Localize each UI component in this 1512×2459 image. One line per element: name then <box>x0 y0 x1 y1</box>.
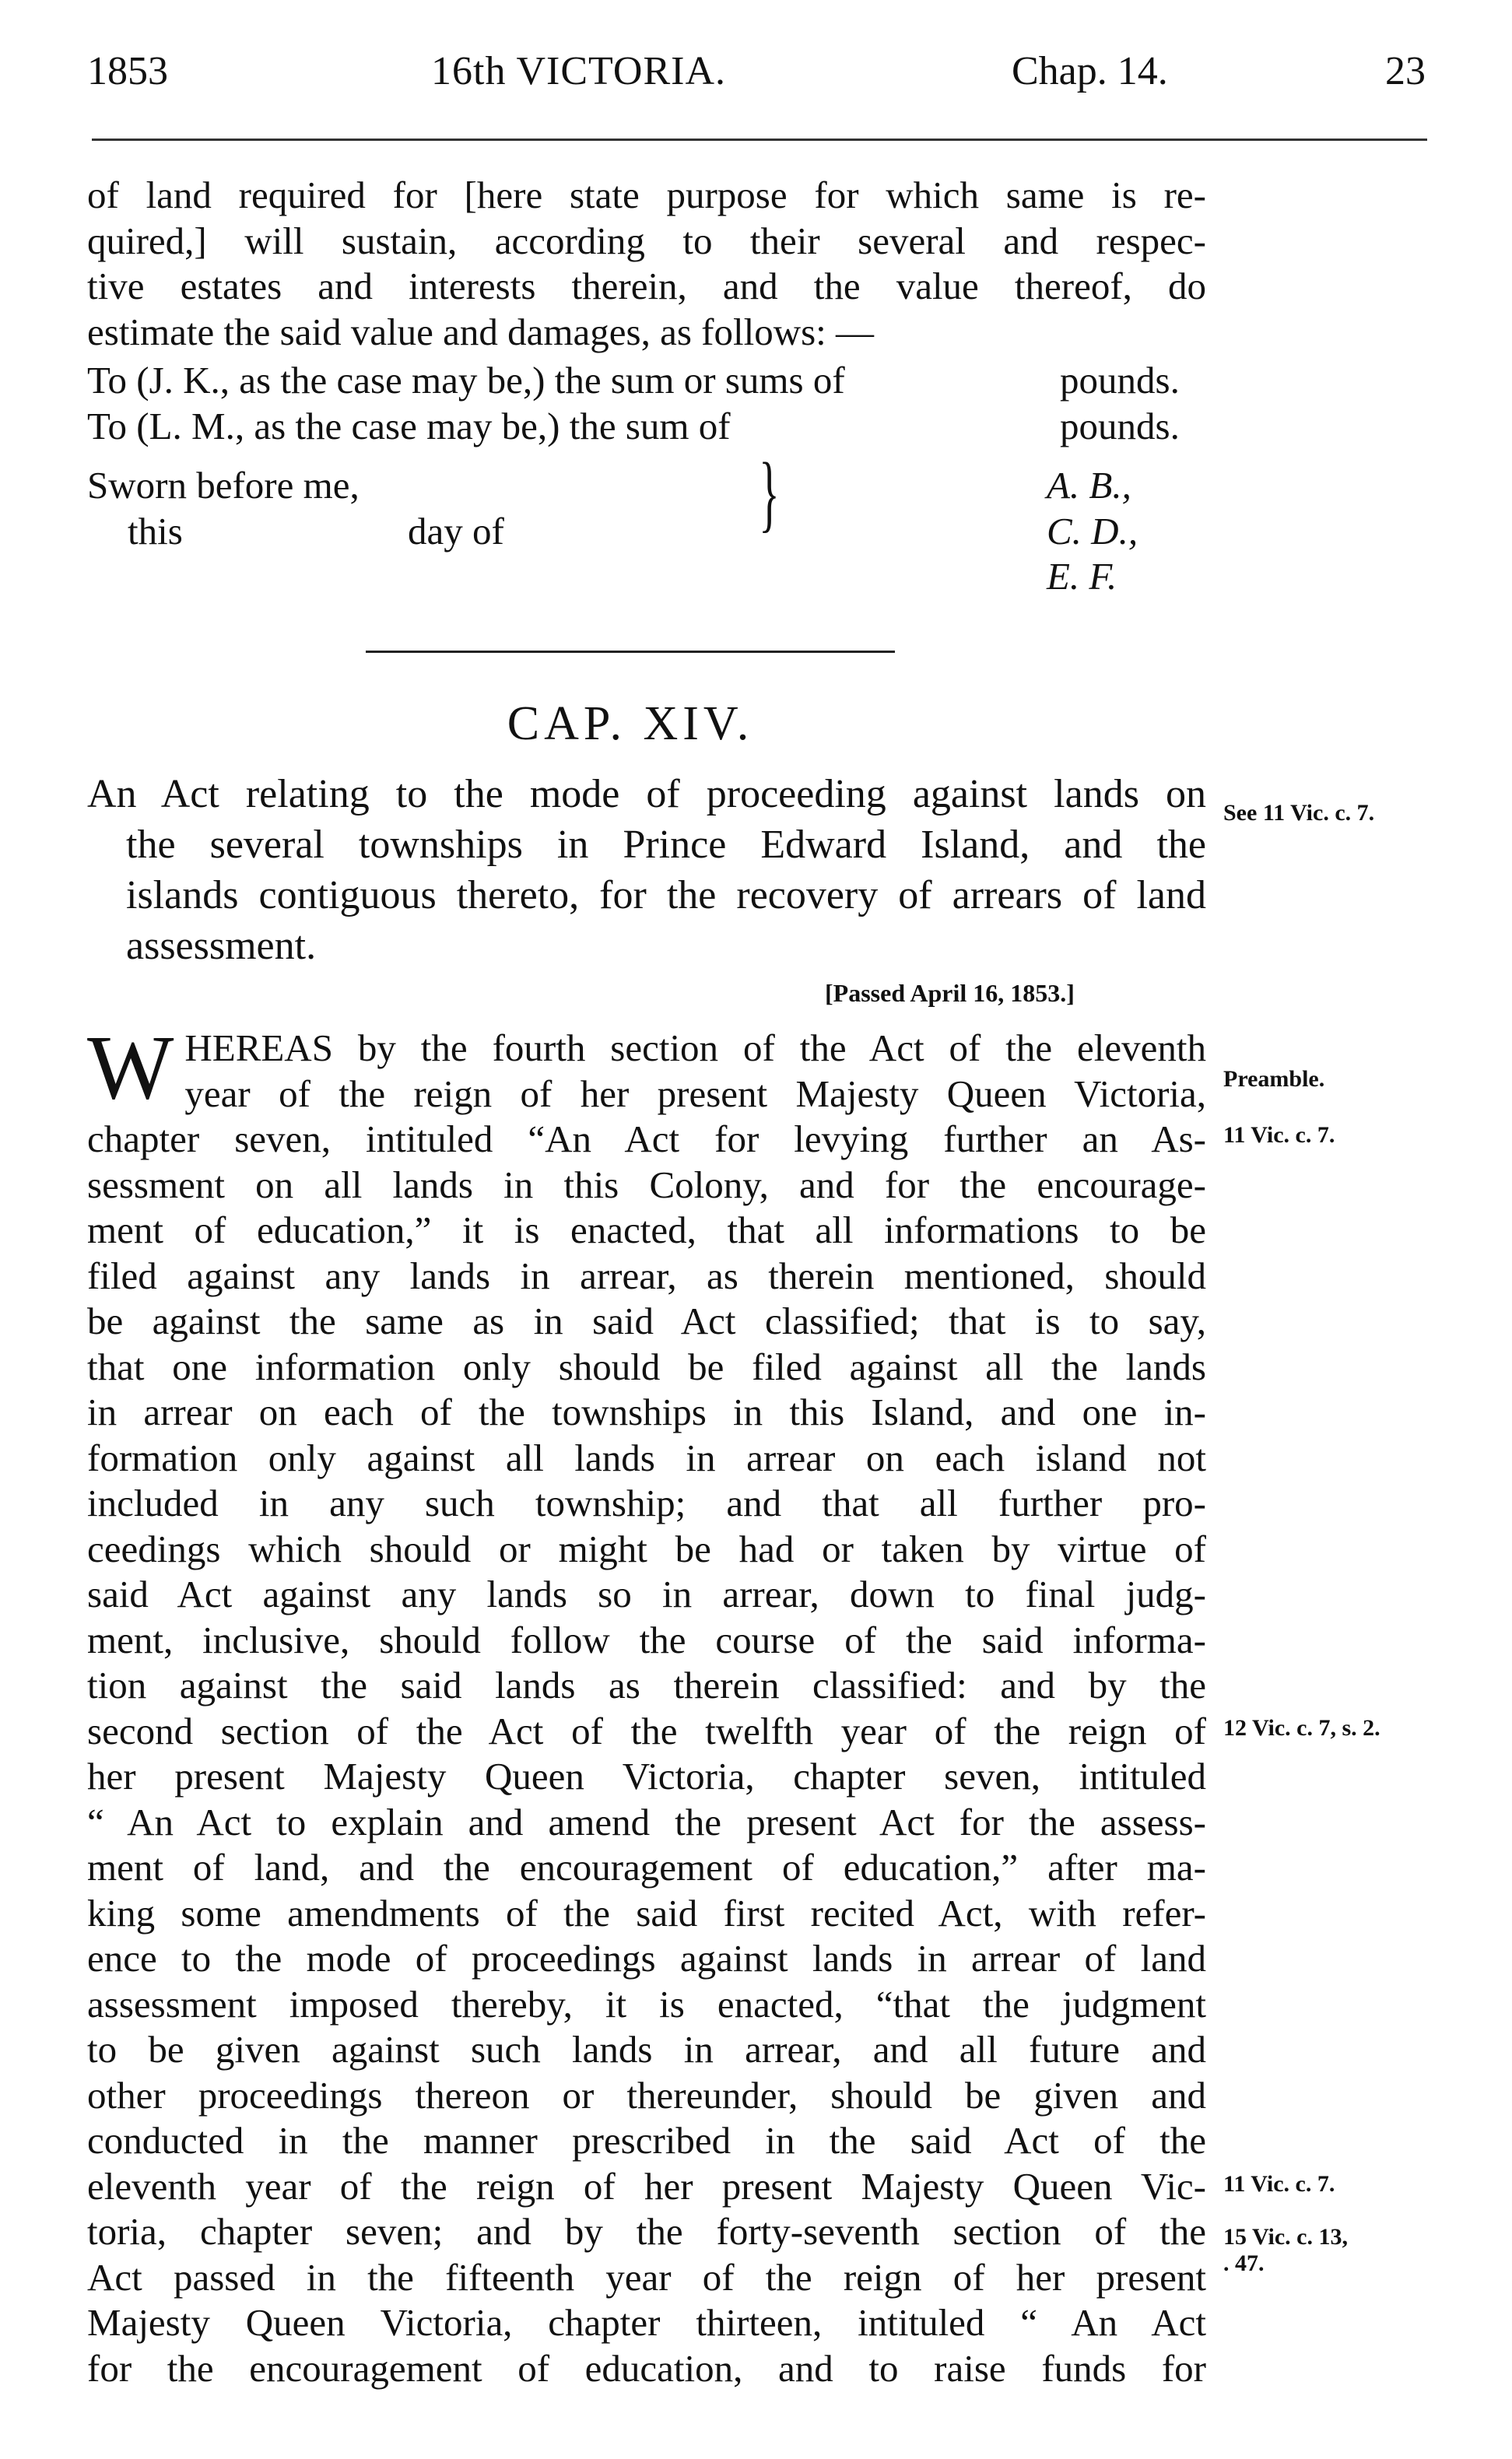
text-line: her present Majesty Queen Victoria, chapter seven, intituled <box>87 1755 1206 1798</box>
page-number: 23 <box>1385 49 1426 93</box>
text-line: ment of land, and the encouragement of education,” after ma- <box>87 1846 1206 1889</box>
signature-cd: C. D., <box>1047 509 1138 552</box>
text-line: assessment imposed thereby, it is enacted, “that the judgment <box>87 1982 1206 2026</box>
text-line: in arrear on each of the townships in this Island, and one in- <box>87 1391 1206 1433</box>
form-row <box>87 554 1223 600</box>
text-line: tion against the said lands as therein classified: and by the <box>87 1664 1206 1707</box>
day-of-label: day of <box>408 509 504 552</box>
header-year: 1853 <box>87 49 168 93</box>
margin-note-11-vic: 11 Vic. c. 7. <box>1223 2171 1335 2197</box>
form-row <box>87 404 1223 450</box>
drop-cap: W <box>87 1016 174 1118</box>
preamble-paragraph <box>87 1016 1206 2391</box>
text-line: tive estates and interests therein, and the value thereof, do <box>87 265 1206 307</box>
text-line: conducted in the manner prescribed in the said Act of the <box>87 2119 1206 2162</box>
sworn-label: Sworn before me, <box>87 464 360 507</box>
text-line: estimate the said value and damages, as follows: — <box>87 310 875 353</box>
running-header <box>87 48 1426 103</box>
form-entry-lm: To (L. M., as the case may be,) the sum of <box>87 404 731 447</box>
text-line: “ An Act to explain and amend the present Act for the assess- <box>87 1800 1206 1843</box>
text-line: year of the reign of her present Majesty Queen Victoria, <box>184 1072 1206 1115</box>
margin-note-15-vic-section: . 47. <box>1223 2250 1265 2276</box>
text-line: eleventh year of the reign of her present Majesty Queen Vic- <box>87 2164 1206 2208</box>
form-entry-jk: To (J. K., as the case may be,) the sum or sums of <box>87 359 845 402</box>
signature-ab: A. B., <box>1047 464 1131 507</box>
title-line: the several townships in Prince Edward Island, and the <box>126 823 1206 867</box>
text-line: for the encouragement of education, and to raise funds for <box>87 2346 1206 2390</box>
form-row <box>87 463 1223 509</box>
text-line: second section of the Act of the twelfth year of the reign of <box>87 1709 1206 1752</box>
text-line: toria, chapter seven; and by the forty-seventh section of the <box>87 2210 1206 2253</box>
form-pounds: pounds. <box>1060 404 1180 447</box>
header-title: 16th VICTORIA. <box>431 49 726 93</box>
text-line: of land required for [here state purpose for which same is re- <box>87 174 1206 216</box>
text-line: ment, inclusive, should follow the course of the said informa- <box>87 1618 1206 1661</box>
margin-note-11-vic: 11 Vic. c. 7. <box>1223 1122 1335 1148</box>
text-line: ceedings which should or might be had or taken by virtue of <box>87 1527 1206 1570</box>
section-divider <box>366 651 895 653</box>
text-line: other proceedings thereon or thereunder, should be given and <box>87 2073 1206 2117</box>
text-line: Act passed in the fifteenth year of the reign of her present <box>87 2255 1206 2299</box>
text-line: sessment on all lands in this Colony, and for the encourage- <box>87 1163 1206 1206</box>
text-line: included in any such township; and that all further pro- <box>87 1482 1206 1524</box>
continuation-paragraph <box>87 173 1206 355</box>
chapter-heading: CAP. XIV. <box>507 697 754 750</box>
text-line: said Act against any lands so in arrear, down to final judg- <box>87 1573 1206 1615</box>
form-row <box>87 509 1223 555</box>
text-line: ence to the mode of proceedings against lands in arrear of land <box>87 1937 1206 1980</box>
header-rule <box>92 139 1427 141</box>
text-line: to be given against such lands in arrear, and all future and <box>87 2028 1206 2071</box>
text-line: quired,] will sustain, according to their several and respec- <box>87 219 1206 262</box>
margin-note-12-vic: 12 Vic. c. 7, s. 2. <box>1223 1715 1380 1741</box>
act-title <box>87 769 1206 971</box>
valuation-form <box>87 358 1223 600</box>
text-line: that one information only should be filed against all the lands <box>87 1345 1206 1388</box>
header-chapter: Chap. 14. <box>1012 49 1168 93</box>
signature-ef: E. F. <box>1047 555 1117 598</box>
text-line: filed against any lands in arrear, as therein mentioned, should <box>87 1254 1206 1297</box>
text-line: Majesty Queen Victoria, chapter thirteen, intituled “ An Act <box>87 2301 1206 2344</box>
brace-symbol: } <box>759 445 780 540</box>
margin-note-see-11-vic: See 11 Vic. c. 7. <box>1223 800 1375 826</box>
form-pounds: pounds. <box>1060 359 1180 402</box>
title-line: islands contiguous thereto, for the recovery of arrears of land <box>126 873 1206 917</box>
text-line: ment of education,” it is enacted, that all informations to be <box>87 1208 1206 1251</box>
text-line: chapter seven, intituled “An Act for levying further an As- <box>87 1117 1206 1160</box>
form-row <box>87 358 1223 404</box>
title-line: assessment. <box>126 924 317 968</box>
title-line: An Act relating to the mode of proceeding against lands on <box>87 772 1206 816</box>
margin-note-preamble: Preamble. <box>1223 1066 1325 1092</box>
text-line: formation only against all lands in arrear on each island not <box>87 1436 1206 1479</box>
text-line: king some amendments of the said first recited Act, with refer- <box>87 1891 1206 1935</box>
margin-note-15-vic: 15 Vic. c. 13, <box>1223 2224 1348 2250</box>
passed-date: [Passed April 16, 1853.] <box>825 979 1075 1007</box>
text-line: HEREAS by the fourth section of the Act of the eleventh <box>184 1026 1206 1069</box>
this-label: this <box>128 509 183 552</box>
text-line: be against the same as in said Act classified; that is to say, <box>87 1300 1206 1342</box>
